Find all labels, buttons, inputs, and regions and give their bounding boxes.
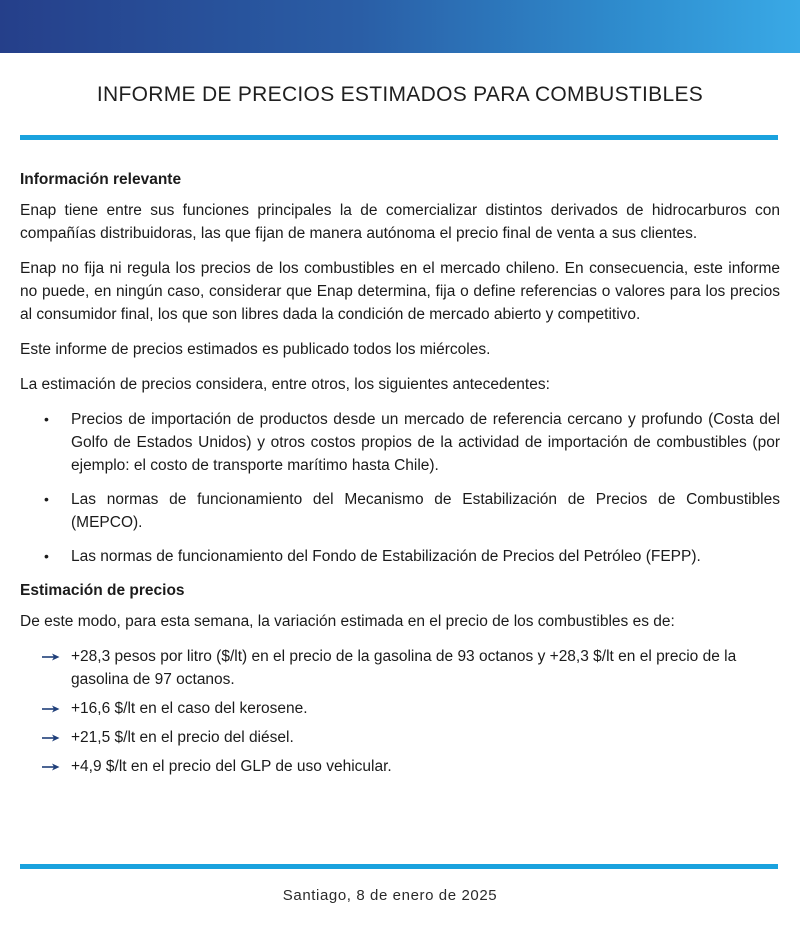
list-item-text: Las normas de funcionamiento del Mecanismo de Estabilización de Precios de Combustibles (MEPCO). xyxy=(71,491,780,531)
bullet-icon: • xyxy=(44,411,49,427)
antecedents-list xyxy=(20,408,780,568)
paragraph: Este informe de precios estimados es publicado todos los miércoles. xyxy=(20,341,491,358)
section-heading-estimation: Estimación de precios xyxy=(20,582,185,599)
report-body xyxy=(20,168,780,784)
paragraph: La estimación de precios considera, entre otros, los siguientes antecedentes: xyxy=(20,376,550,393)
list-item-text: +28,3 pesos por litro ($/lt) en el precio de la gasolina de 93 octanos y +28,3 $/lt en el precio de la gasolina de 97 octanos. xyxy=(71,648,737,688)
paragraph: Enap no fija ni regula los precios de los combustibles en el mercado chileno. En consecuencia, este informe no puede, en ningún caso, considerar que Enap determina, fija o define referencias o valores para los precios al consumidor final, los que son libres dada la condición de mercado abierto y competitivo. xyxy=(20,260,780,323)
list-item-text: +21,5 $/lt en el precio del diésel. xyxy=(71,729,294,746)
paragraph: Enap tiene entre sus funciones principales la de comercializar distintos derivados de hidrocarburos con compañías distribuidoras, las que fijan de manera autónoma el precio final de venta a sus clientes. xyxy=(20,202,780,242)
bullet-icon: • xyxy=(44,491,49,507)
section-heading-relevant: Información relevante xyxy=(20,171,182,188)
list-item xyxy=(20,726,780,749)
list-item-text: Precios de importación de productos desde un mercado de referencia cercano y profundo (Costa del Golfo de Estados Unidos) y otros costos propios de la actividad de importación de combustibles (por ejemplo: el costo de transporte marítimo hasta Chile). xyxy=(71,411,780,474)
list-item xyxy=(20,697,780,720)
list-item xyxy=(20,645,780,691)
paragraph: De este modo, para esta semana, la variación estimada en el precio de los combustibles es de: xyxy=(20,613,675,630)
bullet-icon: • xyxy=(44,548,49,564)
bottom-divider xyxy=(20,864,778,869)
list-item-text: +16,6 $/lt en el caso del kerosene. xyxy=(71,700,308,717)
list-item xyxy=(20,755,780,778)
page-title: INFORME DE PRECIOS ESTIMADOS PARA COMBUSTIBLES xyxy=(96,83,704,106)
arrow-right-icon xyxy=(42,763,60,771)
list-item-text: +4,9 $/lt en el precio del GLP de uso vehicular. xyxy=(71,758,392,775)
header-band xyxy=(0,0,800,53)
arrow-right-icon xyxy=(42,653,60,661)
arrow-right-icon xyxy=(42,705,60,713)
list-item xyxy=(20,488,780,534)
footer-date: Santiago, 8 de enero de 2025 xyxy=(282,887,498,904)
arrow-right-icon xyxy=(42,734,60,742)
price-variation-list xyxy=(20,645,780,778)
list-item xyxy=(20,408,780,477)
top-divider xyxy=(20,135,778,140)
list-item-text: Las normas de funcionamiento del Fondo de Estabilización de Precios del Petróleo (FEPP). xyxy=(71,548,701,565)
list-item xyxy=(20,545,780,568)
